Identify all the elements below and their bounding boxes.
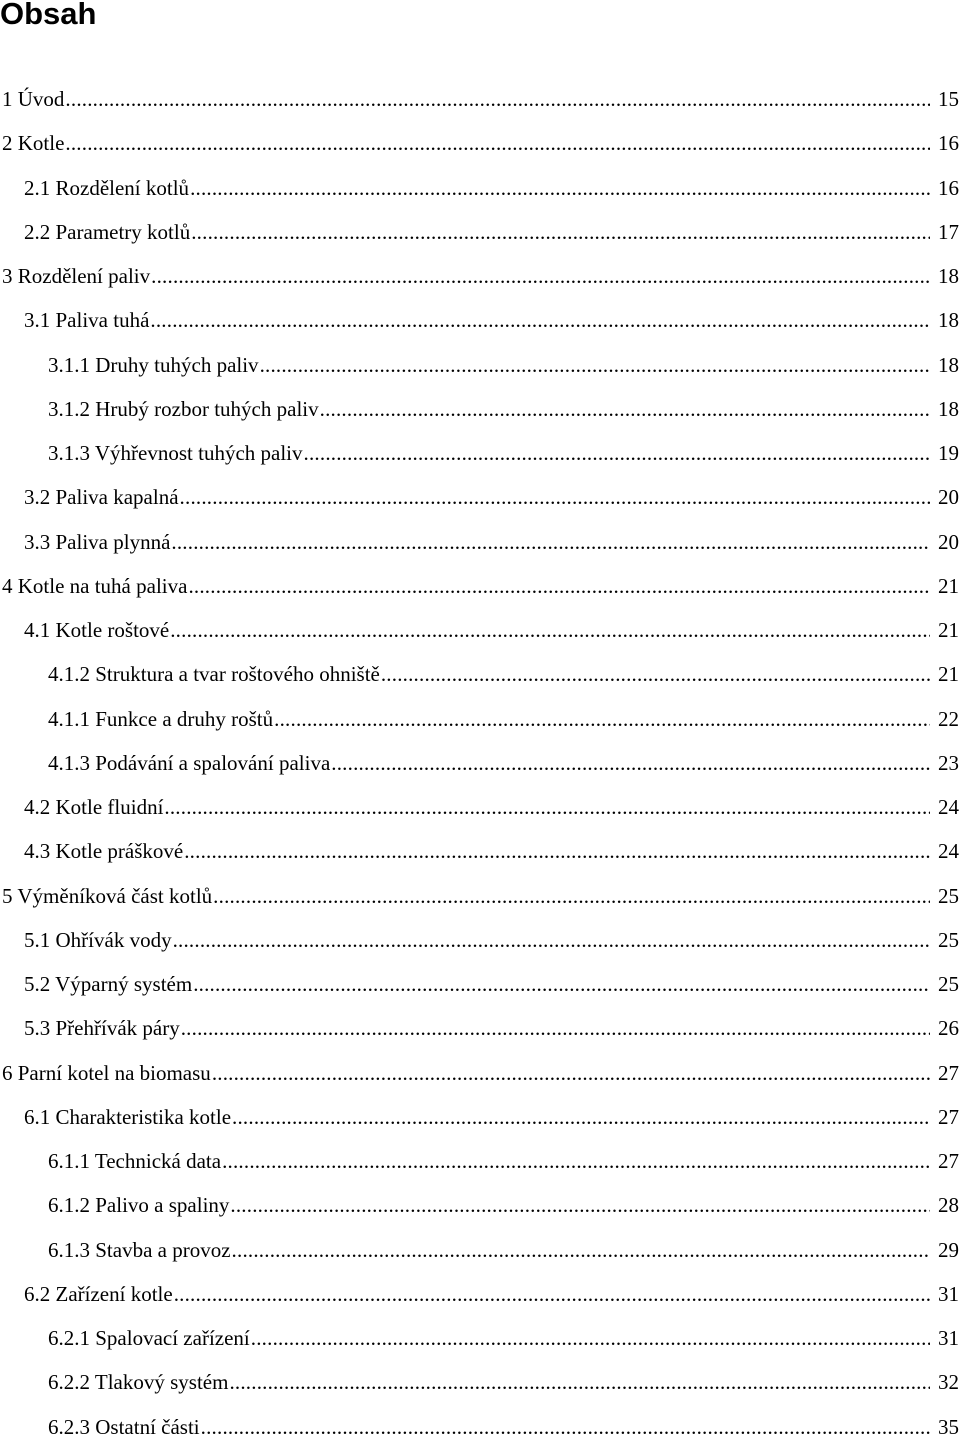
toc-entry[interactable] — [0, 210, 960, 254]
toc-entry-page-number: 35 — [938, 1414, 959, 1439]
toc-entry-label: 4.3 Kotle práškové — [24, 839, 184, 864]
toc-entry-label: 6 Parní kotel na biomasu — [2, 1060, 211, 1085]
toc-entry-page-number: 16 — [938, 131, 959, 156]
toc-dot-leader — [222, 1139, 930, 1183]
toc-dot-leader — [251, 1316, 930, 1360]
toc-entry-page-number: 20 — [938, 485, 959, 510]
toc-dot-leader — [174, 1272, 930, 1316]
toc-entry[interactable] — [0, 785, 960, 829]
toc-dot-leader — [65, 77, 930, 121]
toc-dot-leader — [320, 387, 930, 431]
page-title: Obsah — [0, 0, 97, 31]
toc-entry-label: 6.1.3 Stavba a provoz — [48, 1237, 231, 1262]
toc-dot-leader — [381, 652, 930, 696]
toc-entry-page-number: 28 — [938, 1193, 959, 1218]
toc-entry-page-number: 31 — [938, 1326, 959, 1350]
toc-entry-page-number: 18 — [938, 264, 959, 288]
toc-dot-leader — [304, 431, 930, 475]
toc-entry-page-number: 31 — [938, 1281, 959, 1306]
toc-entry[interactable] — [0, 520, 960, 564]
toc-dot-leader — [171, 520, 930, 564]
toc-dot-leader — [181, 1006, 930, 1050]
toc-entry-label: 4.1.3 Podávání a spalování paliva — [48, 750, 331, 775]
toc-entry-page-number: 24 — [938, 839, 959, 864]
toc-entry-page-number: 18 — [938, 396, 959, 421]
toc-entry[interactable] — [0, 918, 960, 962]
toc-entry-page-number: 27 — [938, 1060, 959, 1085]
toc-entry[interactable] — [0, 1051, 960, 1095]
toc-entry-label: 5.2 Výparný systém — [24, 972, 193, 996]
toc-entry-label: 3.1 Paliva tuhá — [24, 308, 150, 333]
toc-entry[interactable] — [0, 166, 960, 210]
toc-entry[interactable] — [0, 608, 960, 652]
toc-entry-page-number: 17 — [938, 219, 959, 244]
toc-entry[interactable] — [0, 254, 960, 298]
toc-entry-page-number: 21 — [938, 618, 959, 642]
toc-entry[interactable] — [0, 1006, 960, 1050]
toc-entry[interactable] — [0, 652, 960, 696]
table-of-contents — [0, 77, 960, 1449]
toc-entry-label: 6.1 Charakteristika kotle — [24, 1104, 232, 1129]
toc-entry-page-number: 23 — [938, 750, 959, 775]
toc-entry[interactable] — [0, 741, 960, 785]
toc-dot-leader — [190, 166, 930, 210]
toc-entry[interactable] — [0, 431, 960, 475]
toc-entry-page-number: 18 — [938, 352, 959, 377]
toc-entry[interactable] — [0, 1272, 960, 1316]
toc-entry[interactable] — [0, 1183, 960, 1227]
toc-entry-label: 6.1.2 Palivo a spaliny — [48, 1193, 230, 1218]
toc-entry-label: 3.1.1 Druhy tuhých paliv — [48, 352, 259, 377]
toc-dot-leader — [331, 741, 930, 785]
toc-dot-leader — [65, 121, 930, 165]
toc-entry-label: 3.2 Paliva kapalná — [24, 485, 179, 510]
toc-entry[interactable] — [0, 1095, 960, 1139]
toc-entry-page-number: 15 — [938, 87, 959, 111]
toc-entry-label: 6.2.1 Spalovací zařízení — [48, 1326, 250, 1350]
toc-dot-leader — [193, 962, 930, 1006]
toc-dot-leader — [230, 1183, 930, 1227]
toc-entry[interactable] — [0, 1316, 960, 1360]
toc-entry-page-number: 27 — [938, 1104, 959, 1129]
toc-entry-label: 4 Kotle na tuhá paliva — [2, 573, 188, 598]
toc-entry[interactable] — [0, 829, 960, 873]
toc-dot-leader — [180, 475, 930, 519]
toc-entry-page-number: 26 — [938, 1016, 959, 1041]
toc-entry-label: 5.3 Přehřívák páry — [24, 1016, 180, 1041]
toc-entry[interactable] — [0, 697, 960, 741]
toc-entry-label: 5.1 Ohřívák vody — [24, 927, 172, 952]
toc-entry-page-number: 32 — [938, 1370, 959, 1395]
toc-entry-label: 3.1.3 Výhřevnost tuhých paliv — [48, 441, 303, 465]
toc-dot-leader — [151, 254, 930, 298]
toc-entry[interactable] — [0, 475, 960, 519]
toc-dot-leader — [201, 1405, 930, 1449]
toc-entry-page-number: 25 — [938, 883, 959, 908]
toc-entry-page-number: 25 — [938, 972, 959, 996]
toc-dot-leader — [232, 1228, 930, 1272]
toc-entry[interactable] — [0, 962, 960, 1006]
toc-entry-label: 6.2 Zařízení kotle — [24, 1281, 173, 1306]
toc-entry-page-number: 21 — [938, 573, 959, 598]
toc-dot-leader — [173, 918, 930, 962]
toc-entry-label: 2.2 Parametry kotlů — [24, 219, 191, 244]
toc-dot-leader — [184, 829, 930, 873]
toc-entry[interactable] — [0, 1228, 960, 1272]
toc-entry-label: 2.1 Rozdělení kotlů — [24, 175, 190, 200]
toc-entry[interactable] — [0, 77, 960, 121]
toc-entry[interactable] — [0, 1360, 960, 1404]
toc-dot-leader — [164, 785, 930, 829]
toc-entry-page-number: 21 — [938, 662, 959, 687]
toc-dot-leader — [213, 874, 930, 918]
toc-entry-page-number: 22 — [938, 706, 959, 731]
toc-entry-page-number: 16 — [938, 175, 959, 200]
toc-dot-leader — [170, 608, 930, 652]
toc-entry-page-number: 20 — [938, 529, 959, 554]
toc-entry-label: 3.1.2 Hrubý rozbor tuhých paliv — [48, 396, 319, 421]
toc-entry-page-number: 18 — [938, 308, 959, 333]
toc-entry-label: 4.1.2 Struktura a tvar roštového ohniště — [48, 662, 380, 687]
toc-dot-leader — [150, 298, 930, 342]
toc-entry-page-number: 25 — [938, 927, 959, 952]
toc-entry[interactable] — [0, 387, 960, 431]
toc-entry-label: 2 Kotle — [2, 131, 65, 156]
toc-entry-label: 4.1 Kotle roštové — [24, 618, 170, 642]
toc-dot-leader — [212, 1051, 930, 1095]
toc-entry-label: 4.1.1 Funkce a druhy roštů — [48, 706, 274, 731]
toc-entry[interactable] — [0, 121, 960, 165]
toc-entry-label: 1 Úvod — [2, 87, 65, 111]
toc-entry[interactable] — [0, 298, 960, 342]
toc-dot-leader — [274, 697, 930, 741]
toc-entry-label: 3.3 Paliva plynná — [24, 529, 171, 554]
toc-entry-label: 6.1.1 Technická data — [48, 1149, 222, 1173]
toc-entry-label: 5 Výměníková část kotlů — [2, 883, 213, 908]
toc-entry-label: 6.2.2 Tlakový systém — [48, 1370, 229, 1395]
toc-dot-leader — [229, 1360, 930, 1404]
toc-dot-leader — [232, 1095, 930, 1139]
toc-dot-leader — [260, 343, 930, 387]
toc-entry-page-number: 19 — [938, 441, 959, 465]
toc-dot-leader — [191, 210, 930, 254]
toc-entry-label: 4.2 Kotle fluidní — [24, 795, 164, 819]
toc-entry-page-number: 24 — [938, 795, 959, 819]
toc-entry-label: 6.2.3 Ostatní části — [48, 1414, 200, 1439]
toc-entry[interactable] — [0, 564, 960, 608]
toc-entry[interactable] — [0, 874, 960, 918]
toc-entry[interactable] — [0, 1405, 960, 1449]
toc-entry-page-number: 29 — [938, 1237, 959, 1262]
toc-entry[interactable] — [0, 1139, 960, 1183]
toc-entry-page-number: 27 — [938, 1149, 959, 1173]
toc-dot-leader — [188, 564, 930, 608]
toc-entry[interactable] — [0, 343, 960, 387]
toc-entry-label: 3 Rozdělení paliv — [2, 264, 151, 288]
